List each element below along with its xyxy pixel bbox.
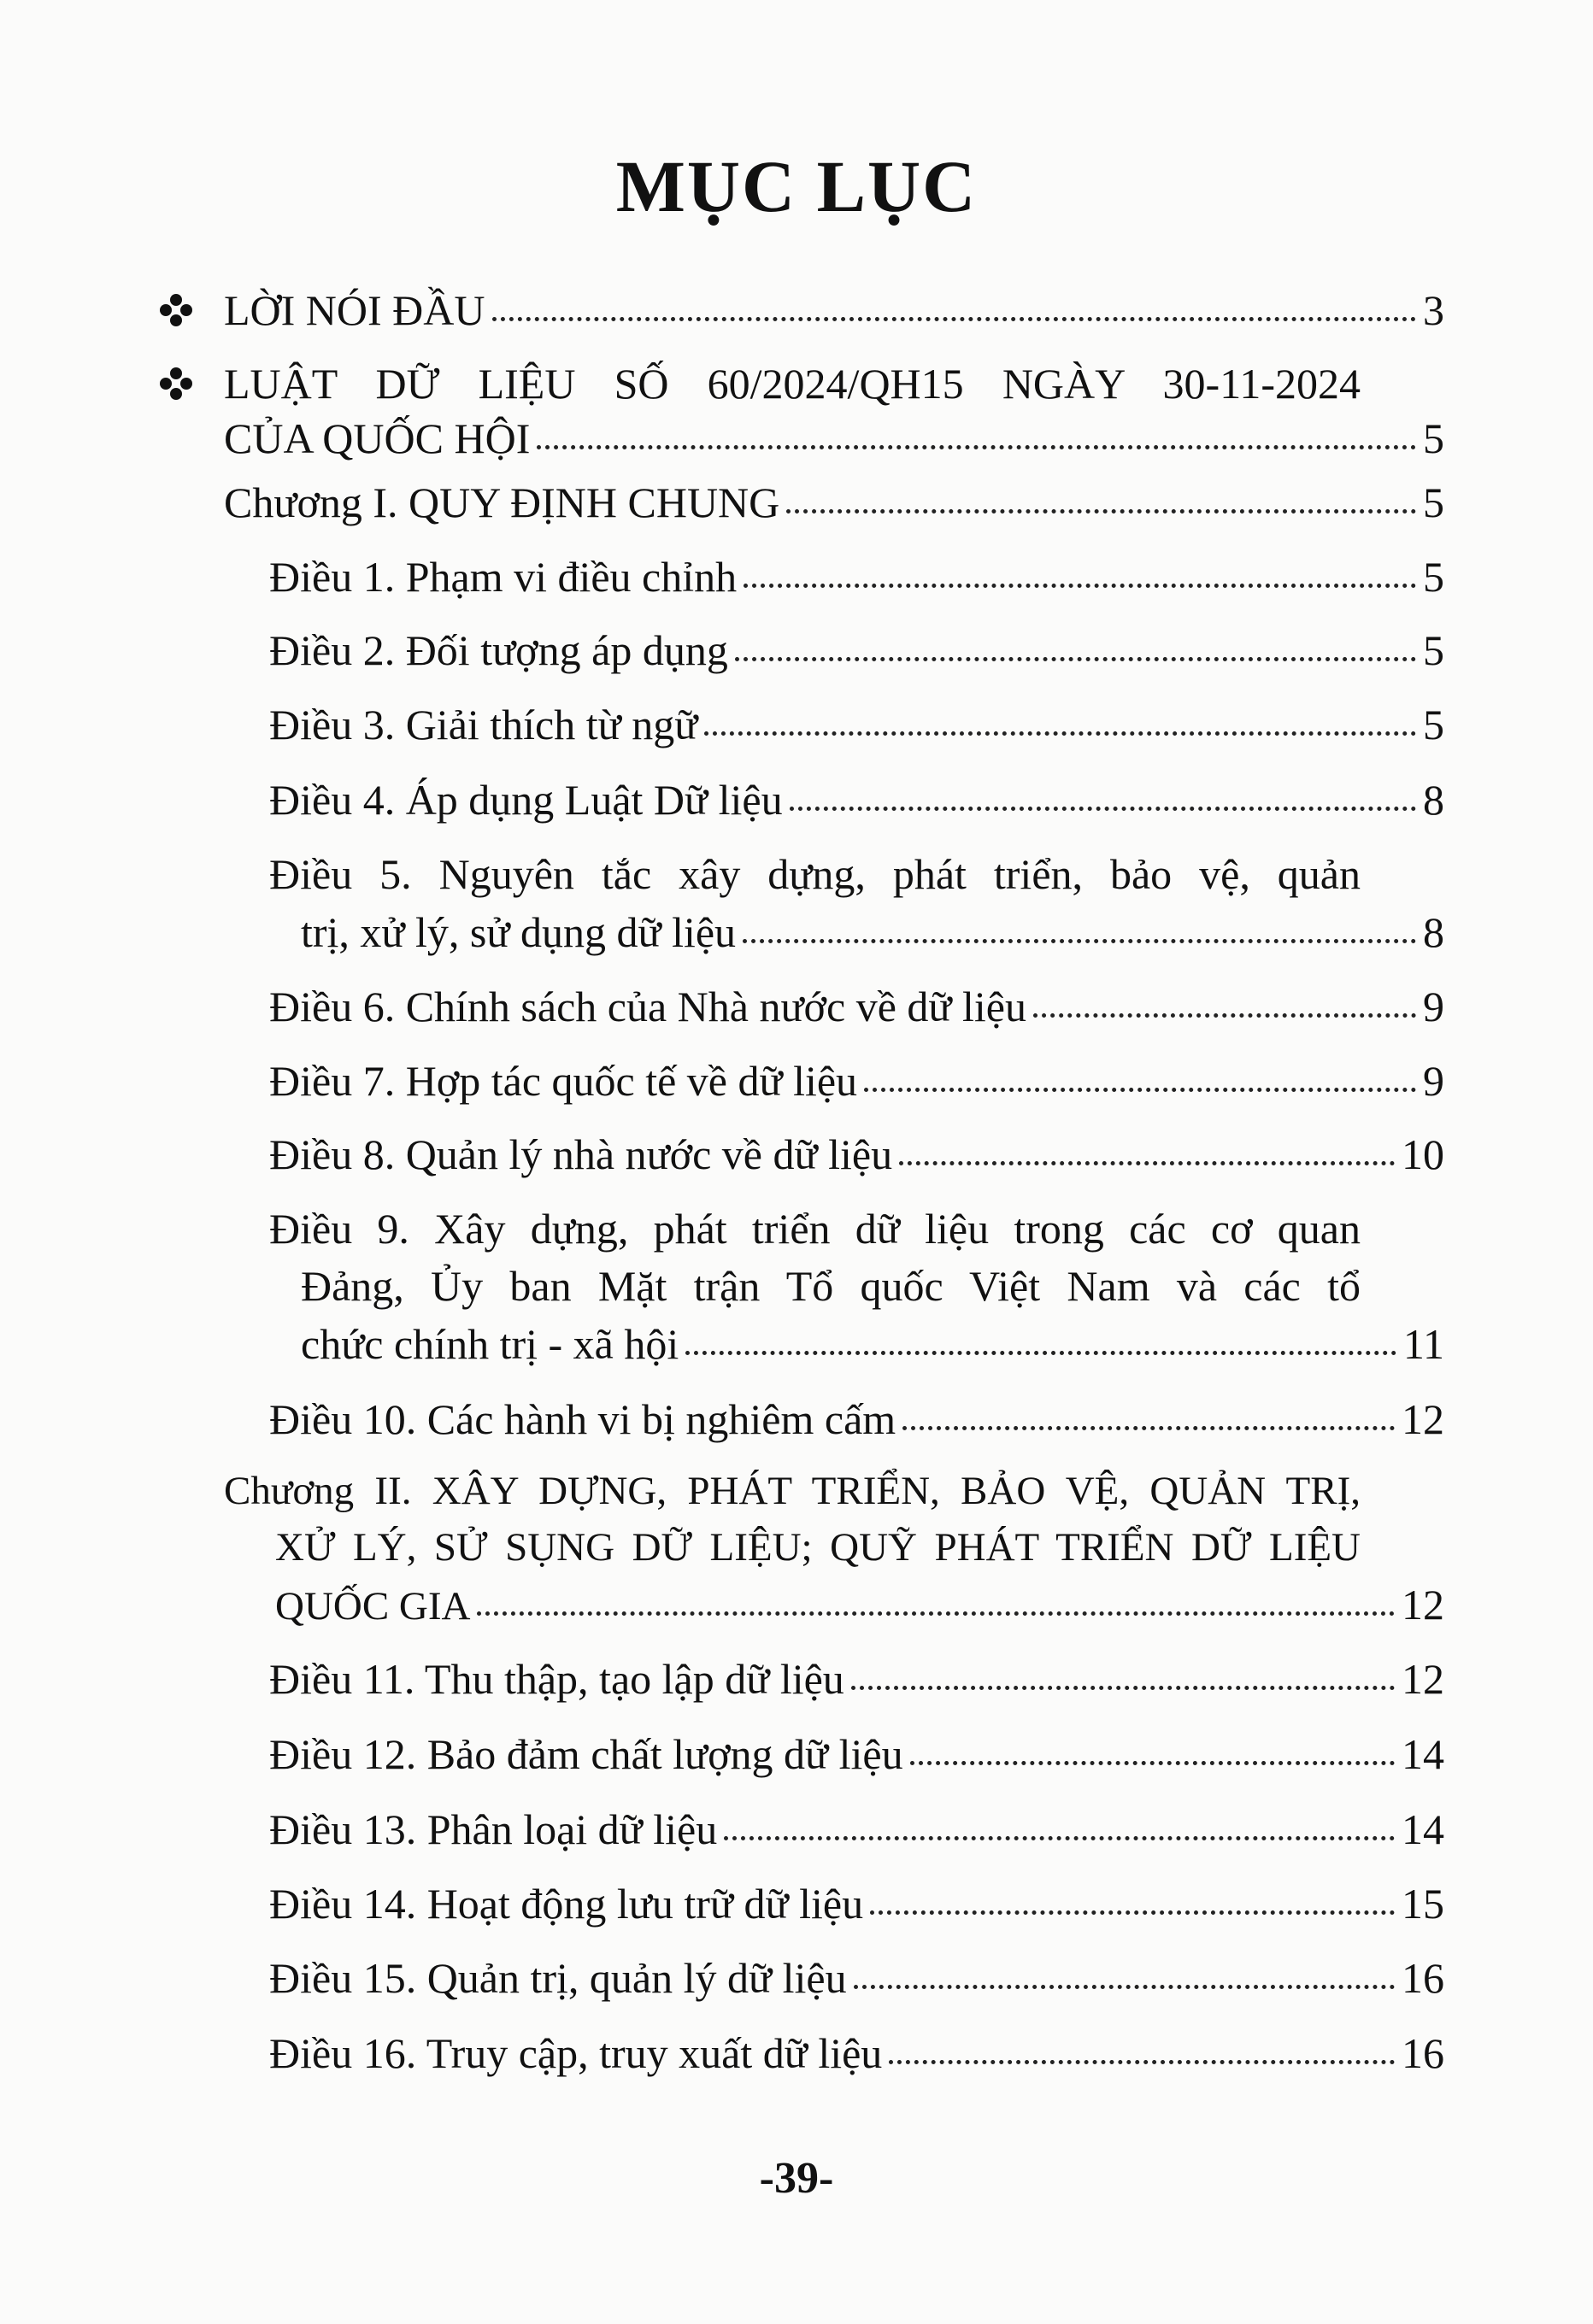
toc-entry-article-6[interactable]: [269, 978, 1444, 1035]
toc-entry-article-10[interactable]: [269, 1391, 1444, 1447]
toc-entry-law[interactable]: [224, 410, 1444, 467]
toc-label: Điều 15. Quản trị, quản lý dữ liệu: [269, 1954, 847, 2002]
toc-label: Điều 6. Chính sách của Nhà nước về dữ liệu: [269, 983, 1026, 1030]
toc-entry-chapter-2[interactable]: [275, 1576, 1444, 1634]
toc-entry-article-2[interactable]: [269, 622, 1444, 678]
toc-label: Điều 12. Bảo đảm chất lượng dữ liệu: [269, 1730, 903, 1778]
dot-leader: [854, 1985, 1395, 1989]
dot-leader: [870, 1910, 1395, 1915]
toc-label: Điều 13. Phân loại dữ liệu: [269, 1805, 718, 1853]
toc-entry-article-13[interactable]: [269, 1801, 1444, 1857]
toc-entry-article-9-line1: Điều 9. Xây dựng, phát triển dữ liệu trong các cơ quan: [269, 1205, 1361, 1253]
page-title: MỤC LỤC: [615, 145, 978, 227]
toc-entry-chapter-1[interactable]: [224, 474, 1444, 531]
toc-label: QUỐC GIA: [275, 1584, 471, 1629]
toc-label: Điều 4. Áp dụng Luật Dữ liệu: [269, 776, 783, 824]
dot-leader: [735, 657, 1416, 661]
toc-entry-preface[interactable]: [224, 282, 1444, 338]
toc-page: 14: [1402, 1805, 1444, 1853]
dot-leader: [899, 1161, 1395, 1165]
toc-entry-article-7[interactable]: [269, 1053, 1444, 1109]
toc-entry-article-5-line1: Điều 5. Nguyên tắc xây dựng, phát triển, bảo vệ, quản: [269, 850, 1361, 898]
toc-entry-law-line1: LUẬT DỮ LIỆU SỐ 60/2024/QH15 NGÀY 30-11-2024: [224, 360, 1361, 408]
toc-page: 11: [1402, 1320, 1444, 1368]
dot-leader: [790, 807, 1416, 811]
toc-entry-article-1[interactable]: [269, 549, 1444, 605]
toc-entry-article-12[interactable]: [269, 1726, 1444, 1782]
toc-page: 12: [1402, 1581, 1444, 1629]
dot-leader: [724, 1836, 1395, 1840]
toc-entry-article-9[interactable]: [301, 1316, 1444, 1372]
toc-label: CỦA QUỐC HỘI: [224, 414, 531, 462]
toc-page: 9: [1423, 983, 1444, 1030]
dot-leader: [1033, 1013, 1416, 1018]
toc-label: Điều 16. Truy cập, truy xuất dữ liệu: [269, 2029, 883, 2077]
dot-leader: [477, 1611, 1395, 1616]
toc-entry-article-9-line2: Đảng, Ủy ban Mặt trận Tổ quốc Việt Nam và các tổ: [301, 1262, 1361, 1310]
dot-leader: [685, 1351, 1396, 1355]
toc-label: Điều 1. Phạm vi điều chỉnh: [269, 553, 738, 601]
toc-entry-article-3[interactable]: [269, 696, 1444, 753]
toc-label: Điều 10. Các hành vi bị nghiêm cấm: [269, 1395, 896, 1443]
page-number: -39-: [759, 2154, 834, 2203]
toc-page: 8: [1423, 908, 1444, 956]
toc-label: Chương I. QUY ĐỊNH CHUNG: [224, 478, 780, 526]
dot-leader: [743, 939, 1416, 943]
dot-leader: [492, 317, 1417, 321]
toc-entry-chapter-2-line2: XỬ LÝ, SỬ SỤNG DỮ LIỆU; QUỸ PHÁT TRIỂN DỮ LIỆU: [275, 1525, 1361, 1570]
toc-label: Điều 3. Giải thích từ ngữ: [269, 701, 698, 748]
toc-label: Điều 14. Hoạt động lưu trữ dữ liệu: [269, 1880, 864, 1928]
toc-entry-article-15[interactable]: [269, 1950, 1444, 2006]
toc-page: 16: [1402, 2029, 1444, 2077]
toc-entry-article-11[interactable]: [269, 1651, 1444, 1707]
toc-label: chức chính trị - xã hội: [301, 1320, 679, 1368]
dot-leader: [704, 731, 1416, 736]
toc-label: trị, xử lý, sử dụng dữ liệu: [301, 908, 737, 956]
toc-page: 12: [1402, 1655, 1444, 1703]
toc-page: 5: [1423, 553, 1444, 601]
dot-leader: [910, 1761, 1395, 1765]
dot-leader: [744, 584, 1416, 588]
dot-leader: [786, 509, 1416, 514]
toc-label: Điều 2. Đối tượng áp dụng: [269, 626, 728, 674]
toc-page: 14: [1402, 1730, 1444, 1778]
toc-entry-article-14[interactable]: [269, 1875, 1444, 1932]
toc-page: 5: [1423, 414, 1444, 462]
dot-leader: [851, 1686, 1395, 1690]
toc-entry-article-4[interactable]: [269, 772, 1444, 828]
toc-page: 9: [1423, 1057, 1444, 1105]
diamond-bullet-icon: [158, 292, 194, 328]
toc-entry-chapter-2-line1: Chương II. XÂY DỰNG, PHÁT TRIỂN, BẢO VỆ, QUẢN TRỊ,: [224, 1469, 1361, 1513]
toc-page: 5: [1423, 626, 1444, 674]
toc-page: 5: [1423, 701, 1444, 748]
toc-entry-article-8[interactable]: [269, 1126, 1444, 1183]
diamond-bullet-icon: [158, 366, 194, 402]
toc-page: 15: [1402, 1880, 1444, 1928]
toc-label: Điều 7. Hợp tác quốc tế về dữ liệu: [269, 1057, 858, 1105]
toc-page: 10: [1402, 1130, 1444, 1178]
toc-entry-article-5[interactable]: [301, 904, 1444, 960]
toc-page: 3: [1423, 286, 1444, 334]
toc-page: 16: [1402, 1954, 1444, 2002]
dot-leader: [864, 1088, 1416, 1092]
toc-page: 12: [1402, 1395, 1444, 1443]
toc-page: 8: [1423, 776, 1444, 824]
toc-label: Điều 8. Quản lý nhà nước về dữ liệu: [269, 1130, 893, 1178]
toc-entry-article-16[interactable]: [269, 2025, 1444, 2081]
dot-leader: [902, 1426, 1395, 1430]
dot-leader: [537, 445, 1416, 449]
toc-label: LỜI NÓI ĐẦU: [224, 286, 485, 334]
toc-page: 5: [1423, 478, 1444, 526]
toc-label: Điều 11. Thu thập, tạo lập dữ liệu: [269, 1655, 844, 1703]
dot-leader: [889, 2060, 1395, 2064]
